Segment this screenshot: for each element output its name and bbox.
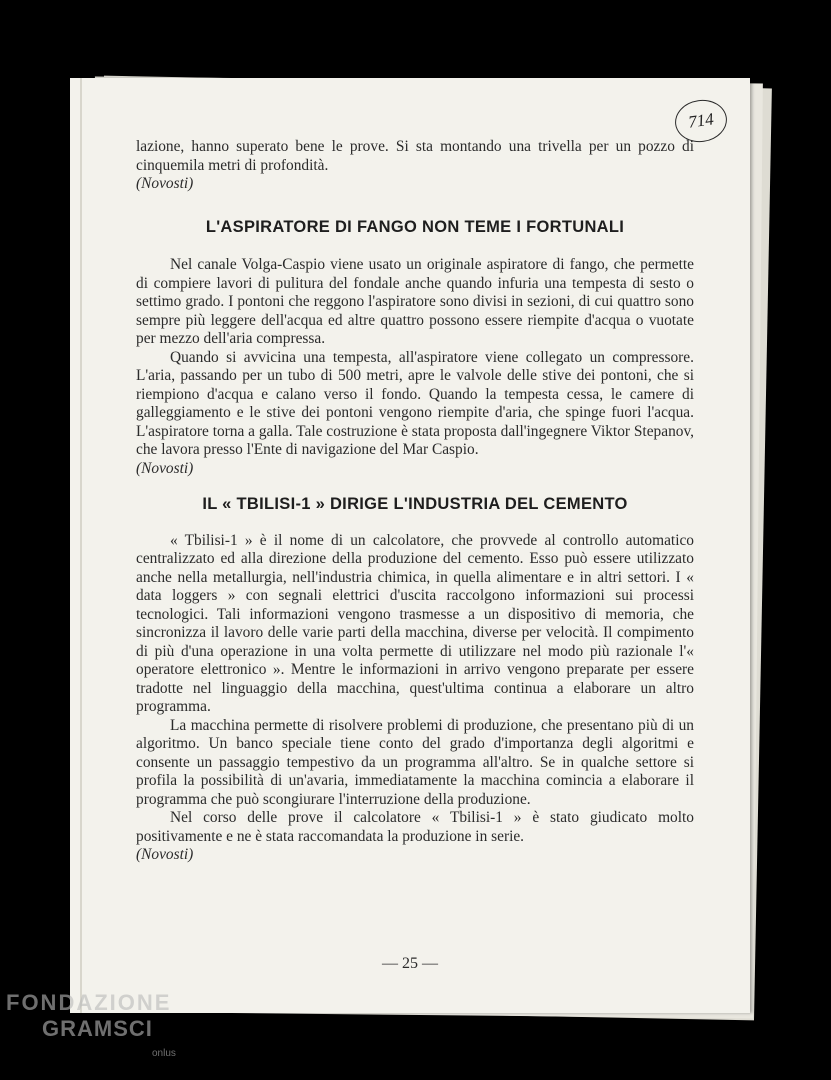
article1-source: (Novosti) <box>136 459 194 477</box>
document-page <box>70 78 750 1013</box>
article1-title: L'ASPIRATORE DI FANGO NON TEME I FORTUNALI <box>205 217 625 236</box>
intro-source: (Novosti) <box>136 175 194 192</box>
watermark-line1: FONDAZIONE <box>6 990 172 1015</box>
article2-paragraph: Nel corso delle prove il calcolatore « Tbilisi-1 » è stato giudicato molto positivamente e ne è stata raccomandata la produzione in serie. <box>136 809 694 845</box>
intro-paragraph: lazione, hanno superato bene le prove. Si sta montando una trivella per un pozzo di cinquemila metri di profondità. <box>136 138 694 174</box>
article2-paragraph: « Tbilisi-1 » è il nome di un calcolatore, che provvede al controllo automatico centralizzato ed alla direzione della produzione del cemento. Esso può essere utilizzato anche nella metallurgia, nell'industria chimica, in quella alimentare e in altri settori. I « data loggers » con segnali elettrici d'uscita raccolgono informazioni sui processi tecnologici. Tali informazioni vengono trasmesse a un dispositivo di memoria, che sincronizza il lavoro delle varie parti della macchina, diverse per velocità. Il compimento di più d'una operazione in una volta permette di utilizzare nel modo più razionale l'« operatore elettronico ». Mentre le informazioni in arrivo vengono preparate per essere tradotte nel linguaggio della macchina, quest'ultima continua a elaborare un altro programma. <box>136 531 694 715</box>
watermark-line3: onlus <box>152 1048 176 1059</box>
article2-title: IL « TBILISI-1 » DIRIGE L'INDUSTRIA DEL CEMENTO <box>202 495 628 513</box>
page-number: — 25 — <box>382 955 438 972</box>
page-fold <box>80 78 82 1013</box>
watermark-line2: GRAMSCI <box>42 1016 153 1041</box>
article2-source: (Novosti) <box>136 846 194 863</box>
article1-paragraph: Quando si avvicina una tempesta, all'aspiratore viene collegato un compressore. L'aria, passando per un tubo di 500 metri, apre le valvole delle stive dei pontoni, che si riempiono d'acqua e calano verso il fondo. Quando la tempesta cessa, le camere di galleggiamento e le stive dei pontoni vengono riempite d'aria, che spinge fuori l'acqua. L'aspiratore torna a galla. Tale costruzione è stata proposta dall'ingegnere Viktor Stepanov, che lavora presso l'Ente di navigazione del Mar Caspio. <box>136 348 694 458</box>
article2-paragraph: La macchina permette di risolvere problemi di produzione, che presentano più di un algoritmo. Un banco speciale tiene conto del grado d'importanza degli algoritmi e consente un passaggio tempestivo da un programma all'altro. Se in qualche settore si profila la possibilità di un'avaria, immediatamente la macchina comincia a elaborare il programma che può scongiurare l'interruzione della produzione. <box>136 716 694 808</box>
article1-paragraph: Nel canale Volga-Caspio viene usato un originale aspiratore di fango, che permette di compiere lavori di pulitura del fondale anche quando infuria una tempesta di sesto o settimo grado. I pontoni che reggono l'aspiratore sono divisi in sezioni, di cui quattro sono sempre più leggere dell'acqua ed altre quattro possono essere riempite d'acqua o vuotate per mezzo dell'aria compressa. <box>136 256 694 347</box>
archive-number-stamp: 714 <box>672 97 729 146</box>
fondazione-gramsci-watermark <box>6 990 176 1059</box>
page-content <box>136 138 694 865</box>
